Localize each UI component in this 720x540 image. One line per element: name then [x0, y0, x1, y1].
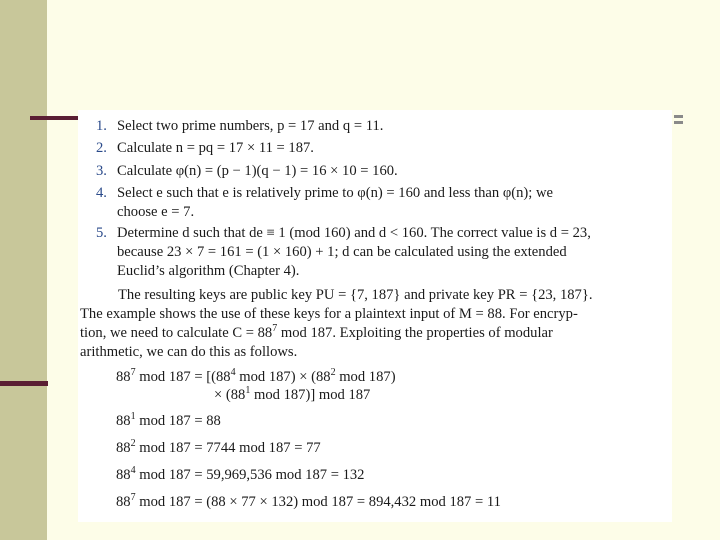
list-number: 4.: [96, 185, 107, 201]
equation: $88^1$ mod 187 = 88: [116, 411, 221, 429]
list-text: because 23 × 7 = 161 = (1 × 160) + 1; d can be calculated using the extended: [117, 244, 567, 260]
equation: $88^2$ mod 187 = 7744 mod 187 = 77: [116, 438, 321, 456]
paragraph-line: The example shows the use of these keys for a plaintext input of M = 88. For encryp-: [80, 306, 578, 322]
list-number: 1.: [96, 118, 107, 134]
list-text: Select two prime numbers, p = 17 and q = 11.: [117, 118, 384, 134]
paragraph-line: The resulting keys are public key PU = {7, 187} and private key PR = {23, 187}.: [118, 287, 593, 303]
equation: $88^7$ mod $187 = [(88^4$ mod $187) \times (88^2$ mod 187): [116, 367, 396, 385]
equation: $88^7$ mod 187 = (88 × 77 × 132) mod 187 = 894,432 mod 187 = 11: [116, 492, 501, 510]
accent-rule-bottom: [0, 381, 48, 386]
list-text: choose e = 7.: [117, 204, 195, 220]
paragraph-line: arithmetic, we can do this as follows.: [80, 344, 298, 360]
list-number: 5.: [96, 225, 107, 241]
list-text: Euclid’s algorithm (Chapter 4).: [117, 263, 300, 279]
list-text: Calculate n = pq = 17 × 11 = 187.: [117, 140, 314, 156]
list-text: Select e such that e is relatively prime to φ(n) = 160 and less than φ(n); we: [117, 185, 554, 201]
rsa-example-image: [78, 110, 672, 522]
accent-rule-top: [30, 116, 78, 120]
paragraph-line: tion, we need to calculate $C = 88^7$ mod 187. Exploiting the properties of modular: [80, 323, 553, 341]
equation: $88^4$ mod 187 = 59,969,536 mod 187 = 132: [116, 465, 365, 483]
list-text: Calculate φ(n) = (p − 1)(q − 1) = 16 × 10 = 160.: [117, 163, 398, 179]
list-text: Determine d such that de ≡ 1 (mod 160) and d < 160. The correct value is d = 23,: [117, 225, 591, 241]
accent-rule-right: [674, 115, 683, 118]
accent-rule-right-2: [674, 121, 683, 124]
list-number: 2.: [96, 140, 107, 156]
slide-sidebar: [0, 0, 47, 540]
list-number: 3.: [96, 163, 107, 179]
equation-continuation: × ($88^1$ mod 187)] mod 187: [214, 385, 371, 403]
